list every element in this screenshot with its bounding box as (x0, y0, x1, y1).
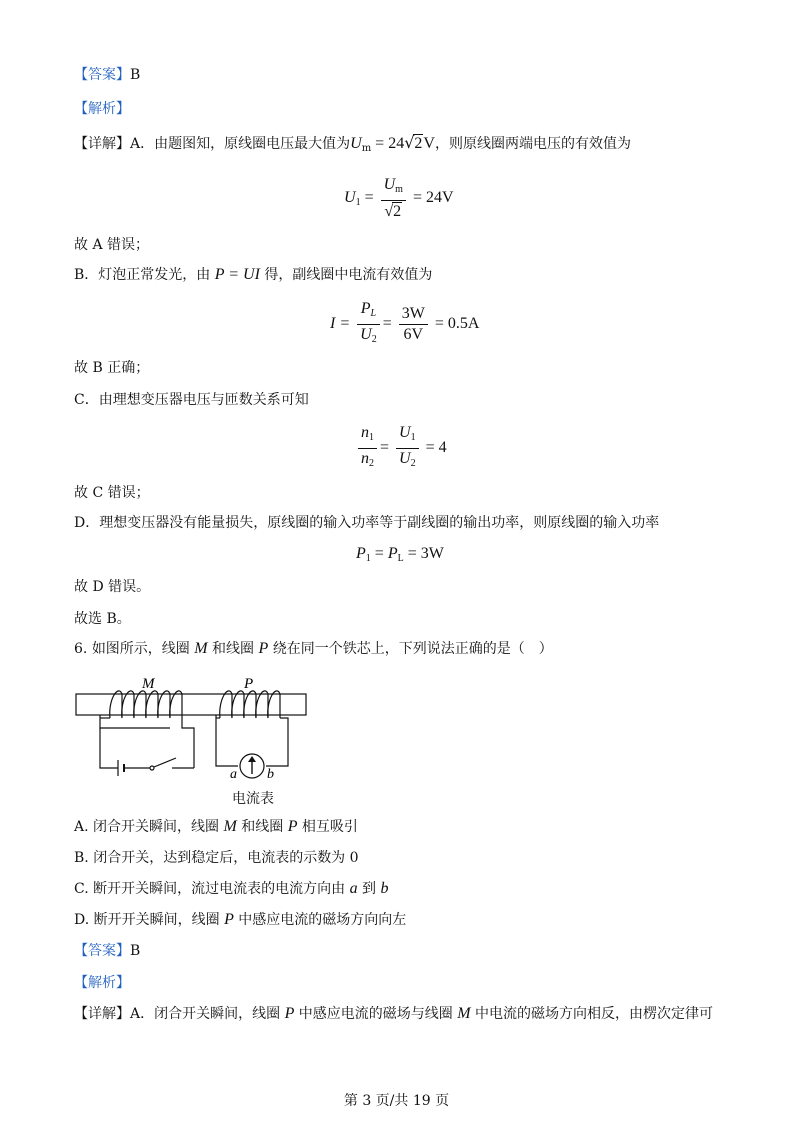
option-a-text1: A. 闭合开关瞬间，线圈 (74, 819, 224, 835)
question-text3: 绕在同一个铁芯上，下列说法正确的是（ ） (268, 641, 553, 657)
circuit-diagram (70, 670, 320, 790)
eq4-rhs: = 3W (403, 545, 444, 562)
detail-tag: 【详解】 (74, 136, 130, 152)
eq3-num-sub: 1 (369, 432, 374, 443)
detail-2-text3: 中电流的磁场方向相反，由楞次定律可 (470, 1006, 714, 1022)
eq1-rhs: = 24V (408, 189, 454, 207)
coil-m (100, 691, 194, 768)
detail-a-sym: U (350, 135, 362, 152)
detail-b-text2: 得，副线圈中电流有效值为 (259, 267, 433, 283)
option-b-text1: B. 闭合开关，达到稳定后，电流表的示数为 0 (74, 850, 359, 866)
option-c (74, 880, 388, 898)
detail-b-text1: B．灯泡正常发光，由 (74, 267, 215, 283)
conclusion-b: 故 B 正确； (74, 360, 150, 376)
eq4-p1: P (356, 545, 366, 562)
conclusion-c: 故 C 错误； (74, 485, 150, 501)
detail-b-formula: P = UI (214, 266, 260, 283)
eq1-num-sub: m (395, 184, 403, 195)
option-d-text2: 中感应电流的磁场方向向左 (233, 912, 407, 928)
option-d (74, 911, 406, 929)
detail-a-unit: V (423, 135, 435, 152)
eq2-fraction-1 (357, 300, 380, 349)
question-6 (74, 640, 553, 658)
question-m: M (194, 640, 208, 657)
option-a-var1: M (223, 818, 237, 835)
detail-2-var2: M (457, 1005, 471, 1022)
eq3-den: n (361, 450, 369, 467)
label-b: b (267, 767, 274, 782)
question-text2: 和线圈 (207, 641, 259, 657)
option-a-text3: 相互吸引 (297, 819, 358, 835)
label-p: P (244, 676, 254, 692)
option-a-text2: 和线圈 (236, 819, 288, 835)
eq4-pl-sub: L (397, 553, 404, 564)
eq3-mid-num: U (399, 424, 411, 441)
answer-line-2 (74, 942, 140, 960)
detail-2-text2: 中感应电流的磁场与线圈 (294, 1006, 458, 1022)
eq3-fraction-2 (396, 424, 419, 473)
eq2-num: P (360, 300, 371, 317)
detail-a-sub: m (361, 143, 372, 154)
analysis-tag: 【解析】 (74, 101, 130, 117)
choose-line: 故选 B。 (74, 611, 131, 627)
conclusion-a: 故 A 错误； (74, 237, 150, 253)
eq2-rhs: = 0.5A (430, 315, 480, 333)
detail-tag-2: 【详解】 (74, 1006, 130, 1022)
detail-a-line (74, 134, 631, 158)
detail-a-text2: ，则原线圈两端电压的有效值为 (434, 136, 631, 152)
equation-1: $U_1$ = $\frac{U_m}{√2}$ = 24V (344, 176, 454, 220)
question-num: 6. (74, 641, 92, 657)
option-c-var2: b (380, 880, 389, 897)
answer-tag-2: 【答案】 (74, 943, 130, 959)
detail-d-line: D．理想变压器没有能量损失，原线圈的输入功率等于副线圈的输出功率，则原线圈的输入功率 (74, 515, 660, 531)
equation-2: I = $\frac{P_L}{U_2}$ = $\frac{3W}{6V}$ = 0.5A (330, 300, 479, 349)
eq3-den-sub: 2 (369, 458, 374, 469)
eq2-fraction-2 (399, 305, 428, 344)
analysis-line-2 (74, 974, 130, 992)
eq3-mid-num-sub: 1 (410, 432, 416, 443)
question-p: P (258, 640, 269, 657)
option-c-text1: C. 断开开关瞬间，流过电流表的电流方向由 (74, 881, 350, 897)
detail-2-line (74, 1005, 713, 1023)
detail-a-text1: A．由题图知，原线圈电压最大值为 (130, 136, 351, 152)
eq1-fraction (381, 176, 406, 221)
option-d-var1: P (224, 911, 234, 928)
conclusion-d: 故 D 错误。 (74, 579, 151, 595)
eq1-lhs: U (344, 189, 356, 207)
eq3-mid-den-sub: 2 (410, 458, 416, 469)
ammeter-icon (240, 754, 264, 778)
detail-b-line (74, 266, 432, 284)
label-a: a (230, 767, 237, 782)
sqrt-icon: √ (404, 133, 415, 152)
eq2-mid-num: 3W (399, 305, 428, 325)
option-b (74, 849, 359, 867)
eq4-pl: P (387, 545, 398, 562)
answer-value-2: B (130, 943, 141, 959)
eq2-den: U (360, 326, 372, 343)
eq1-lhs-sub: 1 (355, 197, 361, 209)
label-m: M (142, 676, 155, 692)
eq1-den: 2 (393, 203, 402, 220)
page-footer: 第 3 页/共 19 页 (343, 1093, 450, 1109)
circuit-m (100, 728, 194, 776)
detail-a-eq: = 24 (371, 135, 405, 152)
question-text1: 如图所示，线圈 (91, 641, 195, 657)
eq3-rhs: = 4 (421, 439, 447, 457)
eq1-num: U (383, 176, 396, 193)
detail-c-line: C．由理想变压器电压与匝数关系可知 (74, 392, 309, 408)
eq4-p1-sub: 1 (365, 553, 371, 564)
answer-line (74, 66, 140, 84)
eq3-num: n (361, 424, 369, 441)
answer-value: B (130, 67, 141, 83)
sqrt-icon: √ (384, 203, 394, 220)
switch-pivot (150, 766, 154, 770)
option-c-var1: a (349, 880, 358, 897)
option-d-text1: D. 断开开关瞬间，线圈 (74, 912, 225, 928)
detail-a-rad: 2 (414, 135, 423, 152)
switch-blade (154, 758, 176, 767)
option-c-text2: 到 (357, 881, 381, 897)
eq3-mid-den: U (399, 450, 411, 467)
eq2-den-sub: 2 (371, 334, 377, 345)
equation-4: $P_1 = P_L = 3W$ (356, 545, 444, 564)
option-a (74, 818, 358, 836)
eq2-num-sub: L (370, 308, 377, 319)
option-a-var2: P (287, 818, 298, 835)
equation-3: $\frac{n_1}{n_2}$ = $\frac{U_1}{U_2}$ = 4 (355, 424, 447, 473)
detail-2-text1: A．闭合开关瞬间，线圈 (130, 1006, 285, 1022)
figure-caption: 电流表 (232, 791, 274, 807)
analysis-line (74, 100, 130, 118)
eq3-fraction-1 (358, 424, 377, 473)
detail-2-var1: P (284, 1005, 295, 1022)
eq2-lhs: I = (330, 315, 355, 333)
eq2-mid-den: 6V (403, 326, 424, 343)
answer-tag: 【答案】 (74, 67, 130, 83)
analysis-tag-2: 【解析】 (74, 975, 130, 991)
